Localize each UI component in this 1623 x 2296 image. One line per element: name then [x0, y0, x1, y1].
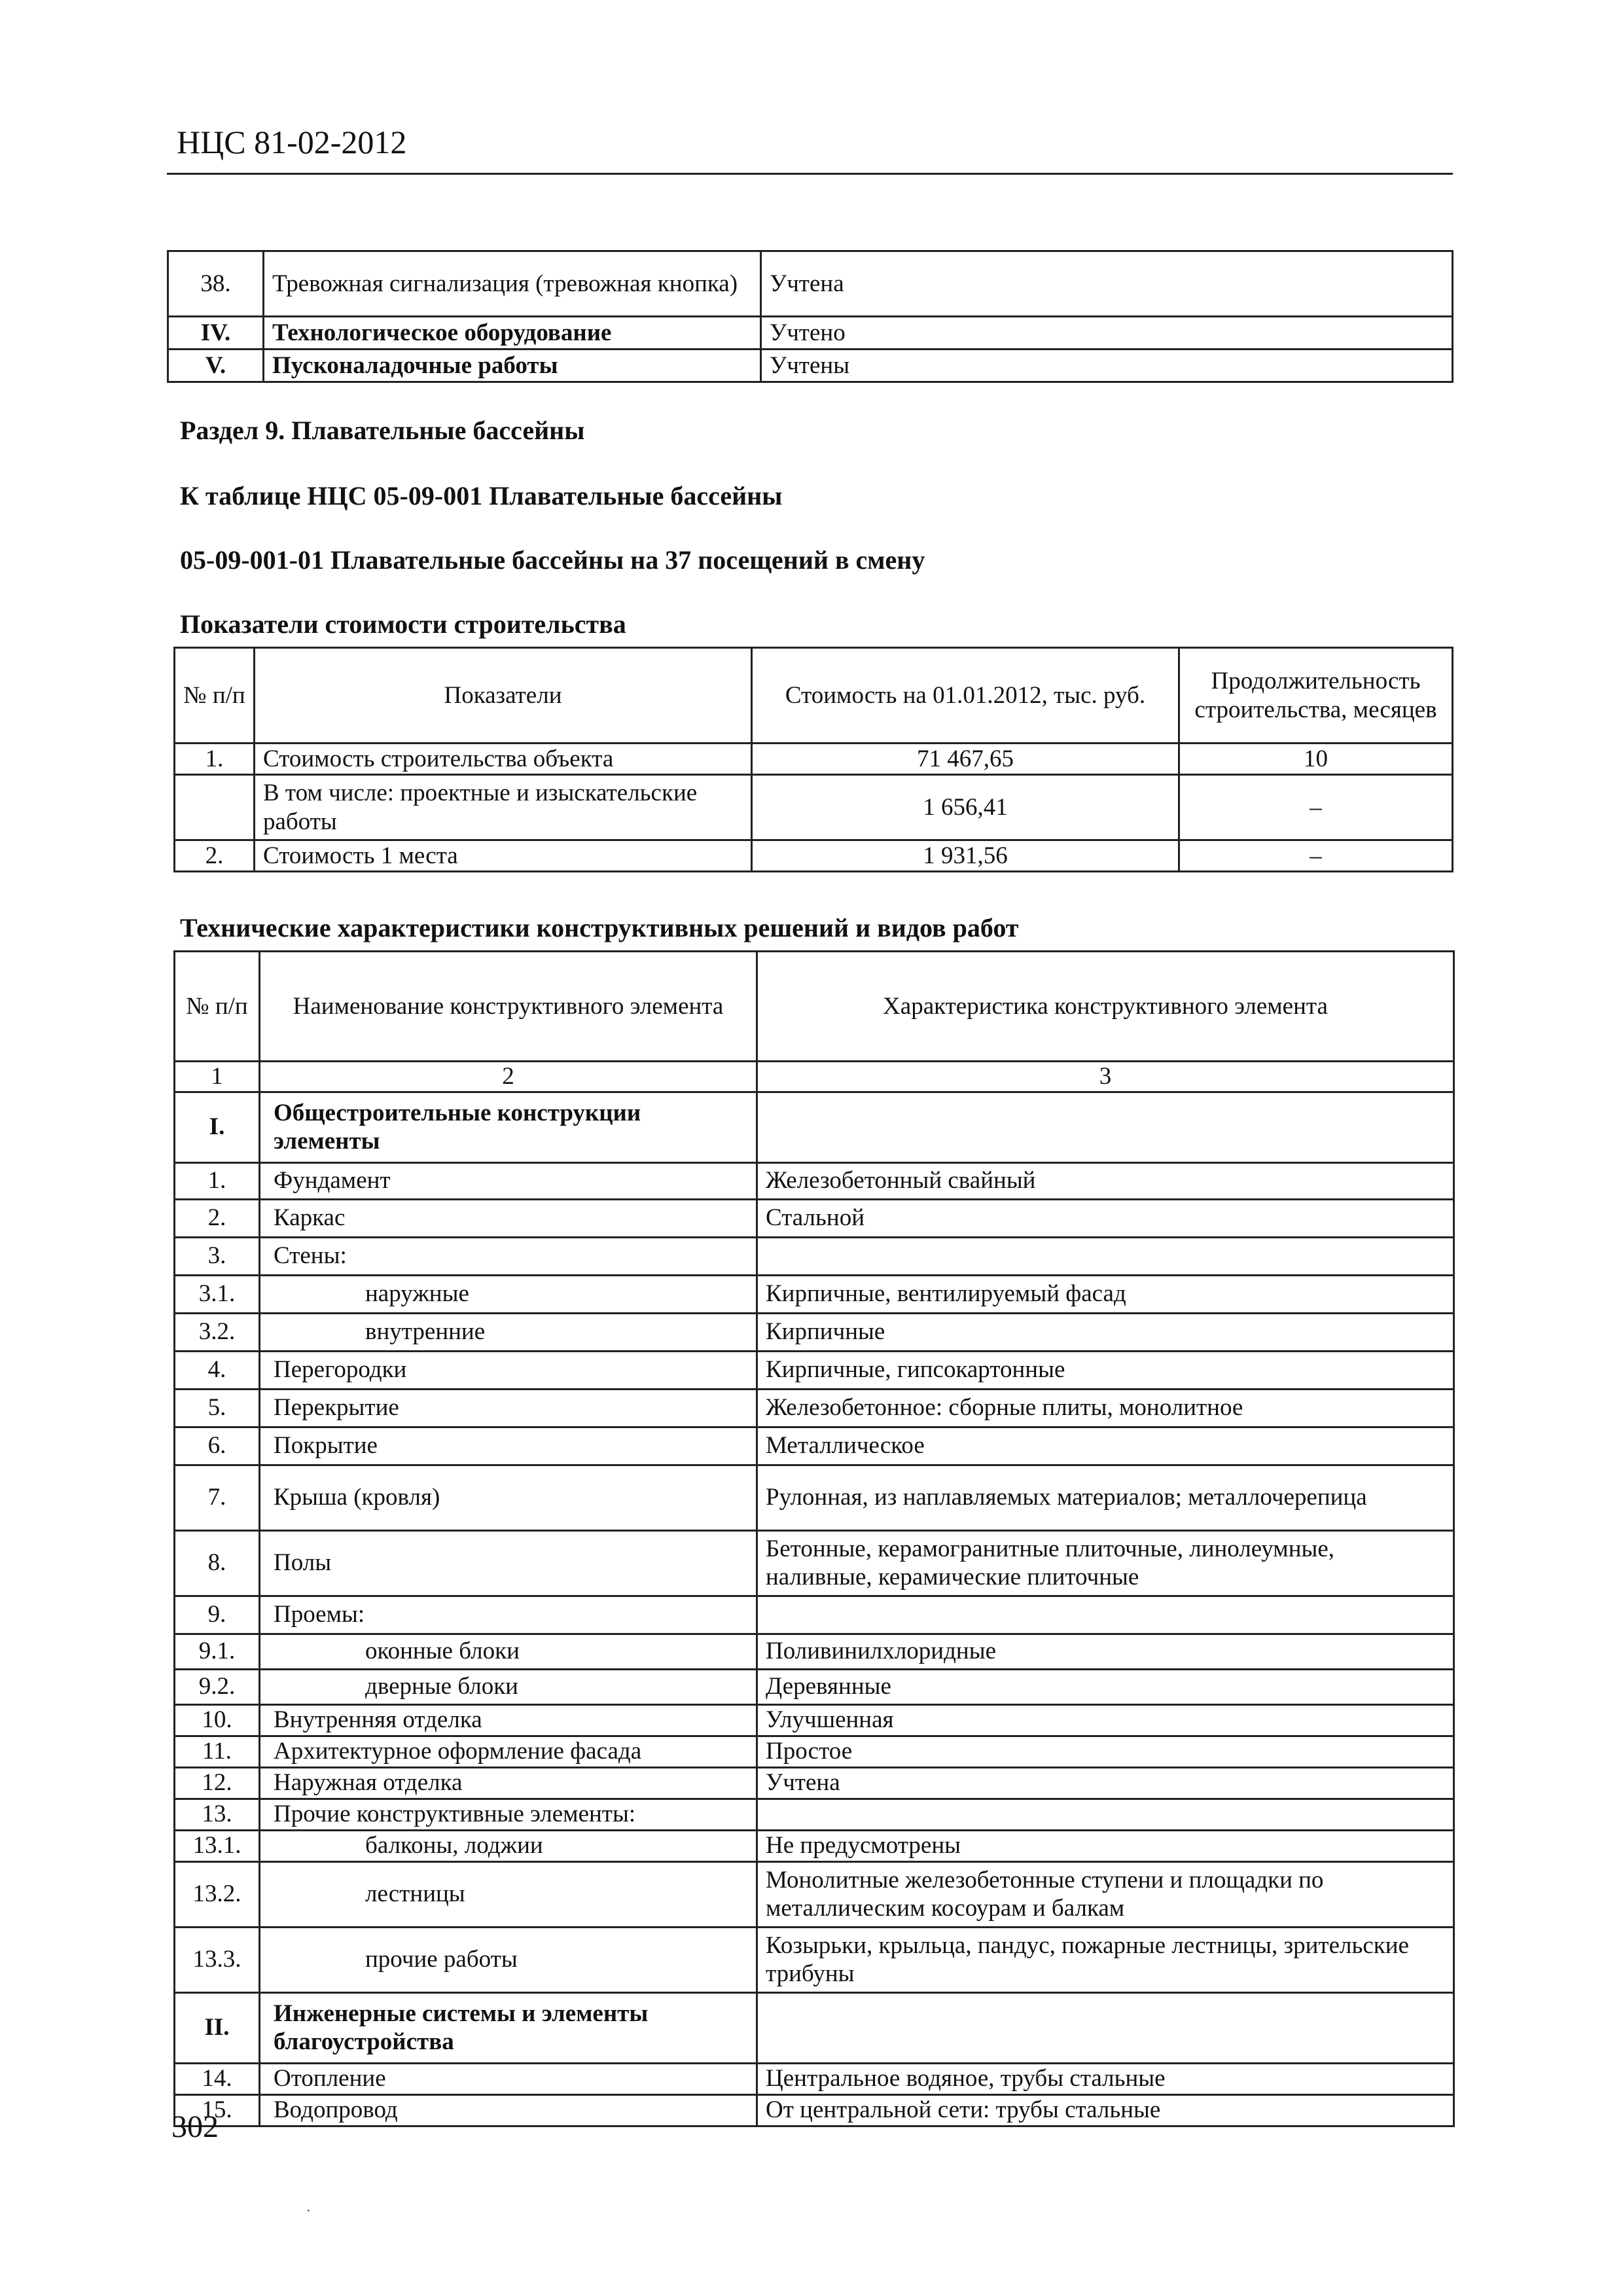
row-cost: 1 656,41: [752, 775, 1179, 840]
header-divider: [167, 173, 1453, 175]
row-element: оконные блоки: [260, 1634, 757, 1669]
table-row: [168, 350, 1453, 382]
header-indicator: Показатели: [255, 648, 752, 744]
column-number: 3: [757, 1062, 1454, 1092]
row-number: I.: [175, 1092, 260, 1162]
table-row: [175, 1927, 1454, 1992]
header-num: № п/п: [175, 648, 255, 744]
row-number: 1.: [175, 1162, 260, 1199]
tech-table-title: Технические характеристики конструктивных решений и видов работ: [180, 913, 1019, 942]
row-characteristic: Деревянные: [757, 1669, 1454, 1704]
table-row: [168, 317, 1453, 350]
row-element: Перегородки: [260, 1351, 757, 1389]
table-row: [168, 251, 1453, 317]
header-element: Наименование конструктивного элемента: [260, 952, 757, 1062]
table-row: [175, 1351, 1454, 1389]
table-header-row: [175, 648, 1453, 744]
row-characteristic: Кирпичные, вентилируемый фасад: [757, 1275, 1454, 1313]
row-number: 4.: [175, 1351, 260, 1389]
table-row: [175, 1799, 1454, 1830]
row-element: Покрытие: [260, 1427, 757, 1465]
row-number: 13.1.: [175, 1830, 260, 1861]
row-duration: 10: [1179, 744, 1453, 775]
row-characteristic: [757, 1092, 1454, 1162]
row-element: Проемы:: [260, 1596, 757, 1634]
table-reference-heading: К таблице НЦС 05-09-001 Плавательные бассейны: [180, 481, 783, 511]
row-characteristic: Центральное водяное, трубы стальные: [757, 2063, 1454, 2094]
row-number: 11.: [175, 1736, 260, 1767]
row-characteristic: Не предусмотрены: [757, 1830, 1454, 1861]
row-characteristic: Кирпичные, гипсокартонные: [757, 1351, 1454, 1389]
row-number: 13.3.: [175, 1927, 260, 1992]
table-row: [175, 1704, 1454, 1736]
table-row: [175, 1736, 1454, 1767]
cost-table: [173, 647, 1454, 872]
header-duration: Продолжительность строительства, месяцев: [1179, 648, 1453, 744]
table-row: [175, 1199, 1454, 1237]
row-characteristic: От центральной сети: трубы стальные: [757, 2094, 1454, 2126]
row-characteristic: Бетонные, керамогранитные плиточные, линолеумные, наливные, керамические плиточные: [757, 1530, 1454, 1596]
row-number: 14.: [175, 2063, 260, 2094]
row-characteristic: Простое: [757, 1736, 1454, 1767]
table-header-row: [175, 952, 1454, 1062]
row-characteristic: Поливинилхлоридные: [757, 1634, 1454, 1669]
row-number: 8.: [175, 1530, 260, 1596]
row-value: Учтена: [761, 251, 1453, 317]
row-element: Полы: [260, 1530, 757, 1596]
row-name: Пусконаладочные работы: [264, 350, 761, 382]
table-row: [175, 1861, 1454, 1927]
header-cost: Стоимость на 01.01.2012, тыс. руб.: [752, 648, 1179, 744]
table-row: [175, 1389, 1454, 1427]
row-number: [175, 775, 255, 840]
row-indicator: Стоимость 1 места: [255, 840, 752, 872]
row-name: Тревожная сигнализация (тревожная кнопка): [264, 251, 761, 317]
row-characteristic: Стальной: [757, 1199, 1454, 1237]
row-number: V.: [168, 350, 264, 382]
row-number: 3.: [175, 1237, 260, 1275]
row-cost: 71 467,65: [752, 744, 1179, 775]
row-duration: –: [1179, 840, 1453, 872]
row-number: 9.2.: [175, 1669, 260, 1704]
row-element: Общестроительные конструкции элементы: [260, 1092, 757, 1162]
row-characteristic: Улучшенная: [757, 1704, 1454, 1736]
row-characteristic: [757, 1992, 1454, 2063]
row-element: дверные блоки: [260, 1669, 757, 1704]
table-row: [175, 1530, 1454, 1596]
row-number: 13.2.: [175, 1861, 260, 1927]
table-row: [175, 1830, 1454, 1861]
row-number: 7.: [175, 1465, 260, 1530]
column-number: 1: [175, 1062, 260, 1092]
header-num: № п/п: [175, 952, 260, 1062]
page-number: 302: [171, 2109, 219, 2144]
row-number: 2.: [175, 840, 255, 872]
row-characteristic: Рулонная, из наплавляемых материалов; металлочерепица: [757, 1465, 1454, 1530]
row-number: 1.: [175, 744, 255, 775]
row-characteristic: Металлическое: [757, 1427, 1454, 1465]
table-row: [175, 1427, 1454, 1465]
cost-table-title: Показатели стоимости строительства: [180, 609, 626, 639]
row-indicator: Стоимость строительства объекта: [255, 744, 752, 775]
row-characteristic: Козырьки, крыльца, пандус, пожарные лестницы, зрительские трибуны: [757, 1927, 1454, 1992]
row-number: 3.1.: [175, 1275, 260, 1313]
section-heading: Раздел 9. Плавательные бассейны: [180, 416, 585, 445]
row-element: лестницы: [260, 1861, 757, 1927]
row-element: внутренние: [260, 1313, 757, 1351]
row-number: 15.: [175, 2094, 260, 2126]
table-row: [175, 1767, 1454, 1799]
table-row: [175, 744, 1453, 775]
row-value: Учтены: [761, 350, 1453, 382]
row-element: прочие работы: [260, 1927, 757, 1992]
row-element: Фундамент: [260, 1162, 757, 1199]
table-row: [175, 1275, 1454, 1313]
row-element: наружные: [260, 1275, 757, 1313]
row-number: II.: [175, 1992, 260, 2063]
row-value: Учтено: [761, 317, 1453, 350]
table-row: [175, 1634, 1454, 1669]
row-element: Каркас: [260, 1199, 757, 1237]
row-element: Перекрытие: [260, 1389, 757, 1427]
table-row: [175, 1465, 1454, 1530]
row-number: 38.: [168, 251, 264, 317]
tech-table-body: [175, 1092, 1454, 2126]
table-row: [175, 1596, 1454, 1634]
table-row: [175, 1313, 1454, 1351]
table-row: [175, 2063, 1454, 2094]
item-heading: 05-09-001-01 Плавательные бассейны на 37 посещений в смену: [180, 545, 925, 575]
row-indicator: В том числе: проектные и изыскательские работы: [255, 775, 752, 840]
row-number: 13.: [175, 1799, 260, 1830]
table-row: [175, 1092, 1454, 1162]
row-element: Архитектурное оформление фасада: [260, 1736, 757, 1767]
tech-table: [173, 950, 1455, 2127]
row-name: Технологическое оборудование: [264, 317, 761, 350]
column-number-row: [175, 1062, 1454, 1092]
row-element: балконы, лоджии: [260, 1830, 757, 1861]
row-number: 10.: [175, 1704, 260, 1736]
row-element: Наружная отделка: [260, 1767, 757, 1799]
table-row: [175, 1237, 1454, 1275]
row-characteristic: [757, 1799, 1454, 1830]
row-element: Крыша (кровля): [260, 1465, 757, 1530]
column-number: 2: [260, 1062, 757, 1092]
table-row: [175, 840, 1453, 872]
row-number: 5.: [175, 1389, 260, 1427]
row-number: 3.2.: [175, 1313, 260, 1351]
table-row: [175, 775, 1453, 840]
row-number: 9.: [175, 1596, 260, 1634]
table-row: [175, 1669, 1454, 1704]
row-element: Прочие конструктивные элементы:: [260, 1799, 757, 1830]
row-element: Стены:: [260, 1237, 757, 1275]
row-number: 9.1.: [175, 1634, 260, 1669]
row-number: 6.: [175, 1427, 260, 1465]
row-characteristic: [757, 1237, 1454, 1275]
table-row: [175, 2094, 1454, 2126]
header-characteristic: Характеристика конструктивного элемента: [757, 952, 1454, 1062]
table-row: [175, 1992, 1454, 2063]
row-characteristic: Монолитные железобетонные ступени и площадки по металлическим косоурам и балкам: [757, 1861, 1454, 1927]
row-characteristic: Железобетонный свайный: [757, 1162, 1454, 1199]
row-element: Внутренняя отделка: [260, 1704, 757, 1736]
document-code-header: НЦС 81-02-2012: [177, 124, 407, 160]
row-element: Водопровод: [260, 2094, 757, 2126]
row-characteristic: Кирпичные: [757, 1313, 1454, 1351]
row-number: 12.: [175, 1767, 260, 1799]
row-number: 2.: [175, 1199, 260, 1237]
table-row: [175, 1162, 1454, 1199]
scan-dot-mark: ·: [306, 2204, 311, 2218]
row-number: IV.: [168, 317, 264, 350]
row-element: Инженерные системы и элементы благоустройства: [260, 1992, 757, 2063]
row-characteristic: [757, 1596, 1454, 1634]
row-duration: –: [1179, 775, 1453, 840]
row-characteristic: Учтена: [757, 1767, 1454, 1799]
row-characteristic: Железобетонное: сборные плиты, монолитное: [757, 1389, 1454, 1427]
row-cost: 1 931,56: [752, 840, 1179, 872]
continuation-table: [167, 250, 1454, 383]
row-element: Отопление: [260, 2063, 757, 2094]
